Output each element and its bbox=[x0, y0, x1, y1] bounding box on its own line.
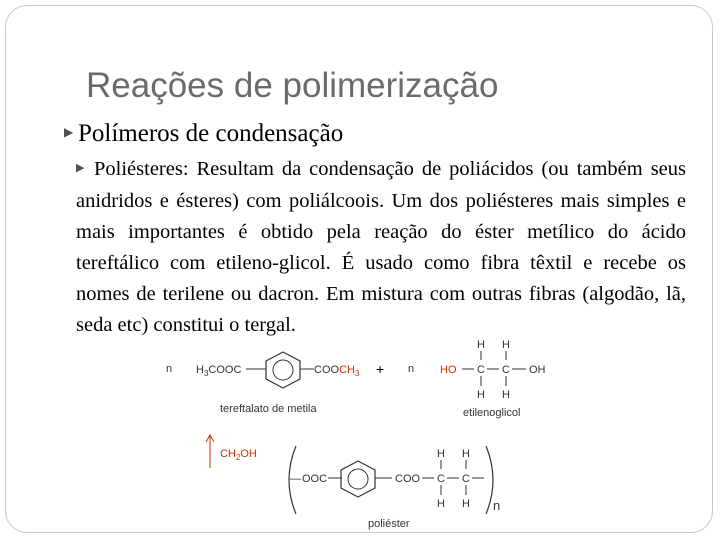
ooc-group: OOC bbox=[302, 473, 328, 485]
ch2oh-byproduct: $CH_2OH$ bbox=[220, 448, 257, 462]
poly-carbon-1: C bbox=[437, 473, 445, 485]
slide-title: Reações de polimerização bbox=[86, 66, 499, 105]
dash-left: — bbox=[290, 473, 301, 485]
coef-n-2: n bbox=[408, 363, 415, 375]
paragraph-text: Poliésteres: Resultam da condensação de poliácidos (ou também seus anidridos e ésteres) com poliálcoois. Um dos poliésteres mais simples e mais importantes é obtido pela reação do éster metílico do ácido tereftálico com etileno-glicol. É usado como fibra têxtil e recebe os nomes de terilene ou dacron. Em mistura com outras fibras (algodão, lã, seda etc) constitui o tergal. bbox=[76, 158, 686, 336]
h-top-2: H bbox=[502, 339, 510, 351]
ho-group: HO bbox=[440, 364, 457, 376]
benzene-ring-1 bbox=[266, 352, 300, 388]
label-poliester: poliéster bbox=[368, 518, 410, 530]
poly-h-bot-2: H bbox=[462, 498, 470, 510]
h-bot-2: H bbox=[502, 389, 510, 401]
benzene-ring-2 bbox=[341, 461, 375, 497]
h3cooc-group bbox=[196, 364, 241, 378]
h3cooc-text: $H_3COOC$ bbox=[196, 364, 242, 378]
poly-h-bot-1: H bbox=[437, 498, 445, 510]
h-bot-1: H bbox=[477, 389, 485, 401]
poly-carbon-2: C bbox=[462, 473, 470, 485]
cooch3-group: $COOCH_3$ bbox=[314, 364, 360, 378]
h-top-1: H bbox=[477, 339, 485, 351]
coef-n-1: n bbox=[166, 363, 173, 375]
benzene-circle-1 bbox=[273, 360, 293, 380]
bullet-marker-icon: ▶ bbox=[64, 124, 74, 139]
poly-h-top-1: H bbox=[437, 448, 445, 460]
coo-group: COO bbox=[395, 473, 421, 485]
bracket-right bbox=[486, 446, 493, 514]
plus-sign: + bbox=[376, 361, 385, 377]
label-etilenoglicol: etilenoglicol bbox=[463, 407, 521, 419]
bullet-text: Polímeros de condensação bbox=[78, 120, 344, 147]
carbon-2: C bbox=[502, 364, 510, 376]
label-tereftalato: tereftalato de metila bbox=[220, 403, 317, 415]
poly-h-top-2: H bbox=[462, 448, 470, 460]
benzene-circle-2 bbox=[348, 469, 368, 489]
oh-group: OH bbox=[529, 364, 546, 376]
subbullet-marker-icon: ▶ bbox=[76, 161, 85, 174]
carbon-1: C bbox=[477, 364, 485, 376]
coef-n-3: n bbox=[493, 498, 501, 513]
